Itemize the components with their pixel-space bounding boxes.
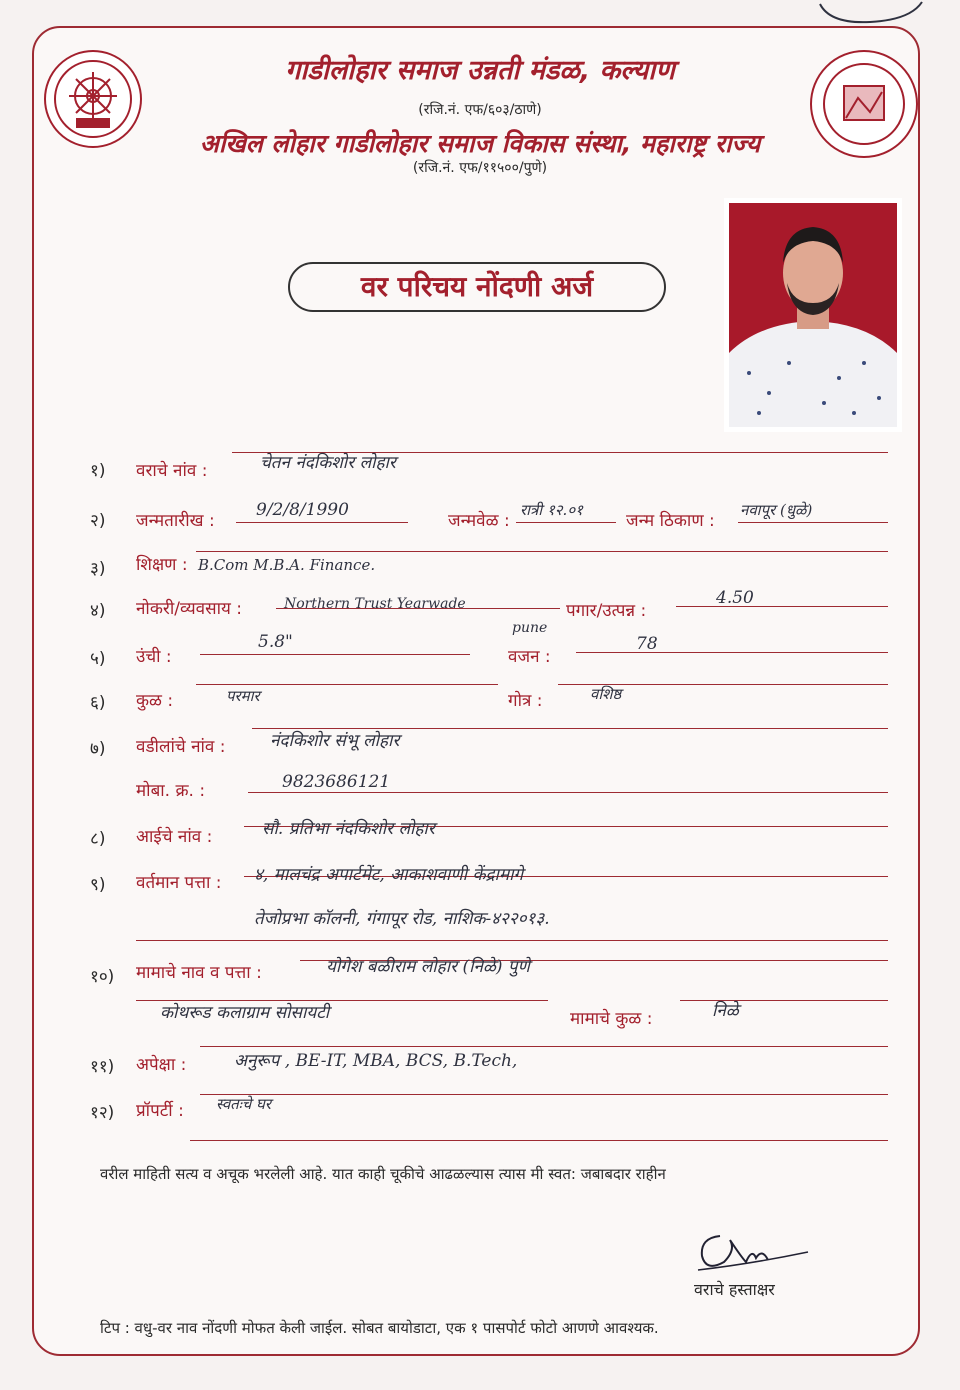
salary-value[interactable]: 4.50 [716, 588, 754, 608]
registration-2: (रजि.नं. एफ/११५००/पुणे) [412, 160, 548, 176]
weight-value[interactable]: 78 [636, 634, 658, 654]
job-city[interactable]: pune [512, 620, 548, 636]
address-line-2[interactable]: तेजोप्रभा कॉलनी, गंगापूर रोड, नाशिक-४२२०१३. [254, 909, 550, 929]
mother-value[interactable]: सौ. प्रतिभा नंदकिशोर लोहार [262, 819, 435, 839]
underline [200, 1046, 888, 1047]
uncle-label: मामाचे नाव व पत्ता : [136, 963, 262, 983]
father-label: वडीलांचे नांव : [136, 737, 226, 757]
field-number: २) [90, 511, 106, 531]
uncle-line-1[interactable]: योगेश बळीराम लोहार (निळे) पुणे [326, 957, 530, 977]
expectation-label: अपेक्षा : [136, 1055, 187, 1075]
field-number: ८) [90, 829, 106, 849]
underline [236, 522, 408, 523]
tob-label: जन्मवेळ : [448, 511, 510, 531]
job-label: नोकरी/व्यवसाय : [136, 599, 242, 619]
height-value[interactable]: 5.8" [258, 632, 293, 652]
uncle-line-2[interactable]: कोथरूड कलाग्राम सोसायटी [160, 1003, 330, 1023]
mobile-label: मोबा. क्र. : [136, 781, 206, 801]
pob-value[interactable]: नवापूर (धुळे) [740, 501, 813, 519]
left-emblem [44, 50, 142, 148]
field-number: १) [90, 461, 106, 481]
underline [248, 792, 888, 793]
kul-label: कुळ : [136, 691, 174, 711]
mother-label: आईचे नांव : [136, 827, 213, 847]
right-emblem [810, 50, 918, 158]
underline [200, 1094, 888, 1095]
uncle-kul-label: मामाचे कुळ : [570, 1009, 653, 1029]
registration-1: (रजि.नं. एफ/६०३/ठाणे) [418, 102, 542, 118]
education-value[interactable]: B.Com M.B.A. Finance. [198, 556, 376, 574]
property-value[interactable]: स्वतःचे घर [216, 1095, 272, 1113]
underline [200, 654, 470, 655]
mobile-value[interactable]: 9823686121 [282, 772, 391, 792]
job-value[interactable]: Northern Trust Yearwade [284, 596, 466, 612]
salary-label: पगार/उत्पन्न : [566, 601, 647, 621]
corner-mark [810, 0, 930, 26]
pob-label: जन्म ठिकाण : [626, 511, 715, 531]
field-number: ३) [90, 559, 106, 579]
underline [196, 551, 888, 552]
field-number: ६) [90, 693, 106, 713]
expectation-value[interactable]: अनुरूप , BE-IT, MBA, BCS, B.Tech, [234, 1051, 518, 1071]
underline [196, 684, 498, 685]
father-value[interactable]: नंदकिशोर संभू लोहार [270, 731, 400, 751]
property-label: प्रॉपर्टी : [136, 1101, 184, 1121]
address-label: वर्तमान पत्ता : [136, 873, 222, 893]
form-title: वर परिचय नोंदणी अर्ज [288, 262, 666, 312]
field-number: ९) [90, 875, 106, 895]
uncle-kul-value[interactable]: निळे [712, 1001, 739, 1021]
passport-photo [724, 198, 902, 432]
underline [738, 522, 888, 523]
field-number: ७) [90, 739, 106, 759]
organization-name-1: गाडीलोहार समाज उन्नती मंडळ, कल्याण [285, 55, 675, 86]
field-number: ११) [90, 1057, 115, 1077]
gotra-label: गोत्र : [508, 691, 543, 711]
address-line-1[interactable]: ४, मालचंद्र अपार्टमेंट, आकाशवाणी केंद्रामागे [254, 865, 524, 885]
underline [190, 1140, 888, 1141]
name-value[interactable]: चेतन नंदकिशोर लोहार [260, 453, 396, 473]
organization-name-2: अखिल लोहार गाडीलोहार समाज विकास संस्था, महाराष्ट्र राज्य [199, 129, 761, 158]
weight-label: वजन : [508, 647, 551, 667]
field-number: ४) [90, 601, 106, 621]
field-number: ५) [90, 649, 106, 669]
signature [690, 1218, 820, 1278]
field-number: १०) [90, 967, 115, 987]
education-label: शिक्षण : [136, 555, 188, 575]
height-label: उंची : [136, 647, 172, 667]
dob-label: जन्मतारीख : [136, 511, 215, 531]
kul-value[interactable]: परमार [226, 687, 260, 705]
tob-value[interactable]: रात्री १२.०१ [520, 501, 583, 519]
field-number: १२) [90, 1103, 115, 1123]
tip-note: टिप : वधु-वर नाव नोंदणी मोफत केली जाईल. सोबत बायोडाटा, एक १ पासपोर्ट फोटो आणणे आवश्यक. [100, 1319, 659, 1337]
signature-label: वराचे हस्ताक्षर [694, 1280, 775, 1299]
name-label: वराचे नांव : [136, 461, 208, 481]
dob-value[interactable]: 9/2/8/1990 [256, 500, 349, 520]
underline [576, 652, 888, 653]
declaration: वरील माहिती सत्य व अचूक भरलेली आहे. यात काही चूकीचे आढळल्यास त्यास मी स्वत: जबाबदार राहीन [100, 1165, 666, 1183]
underline [516, 522, 616, 523]
gotra-value[interactable]: वशिष्ठ [590, 685, 622, 703]
underline [136, 940, 888, 941]
underline [676, 606, 888, 607]
